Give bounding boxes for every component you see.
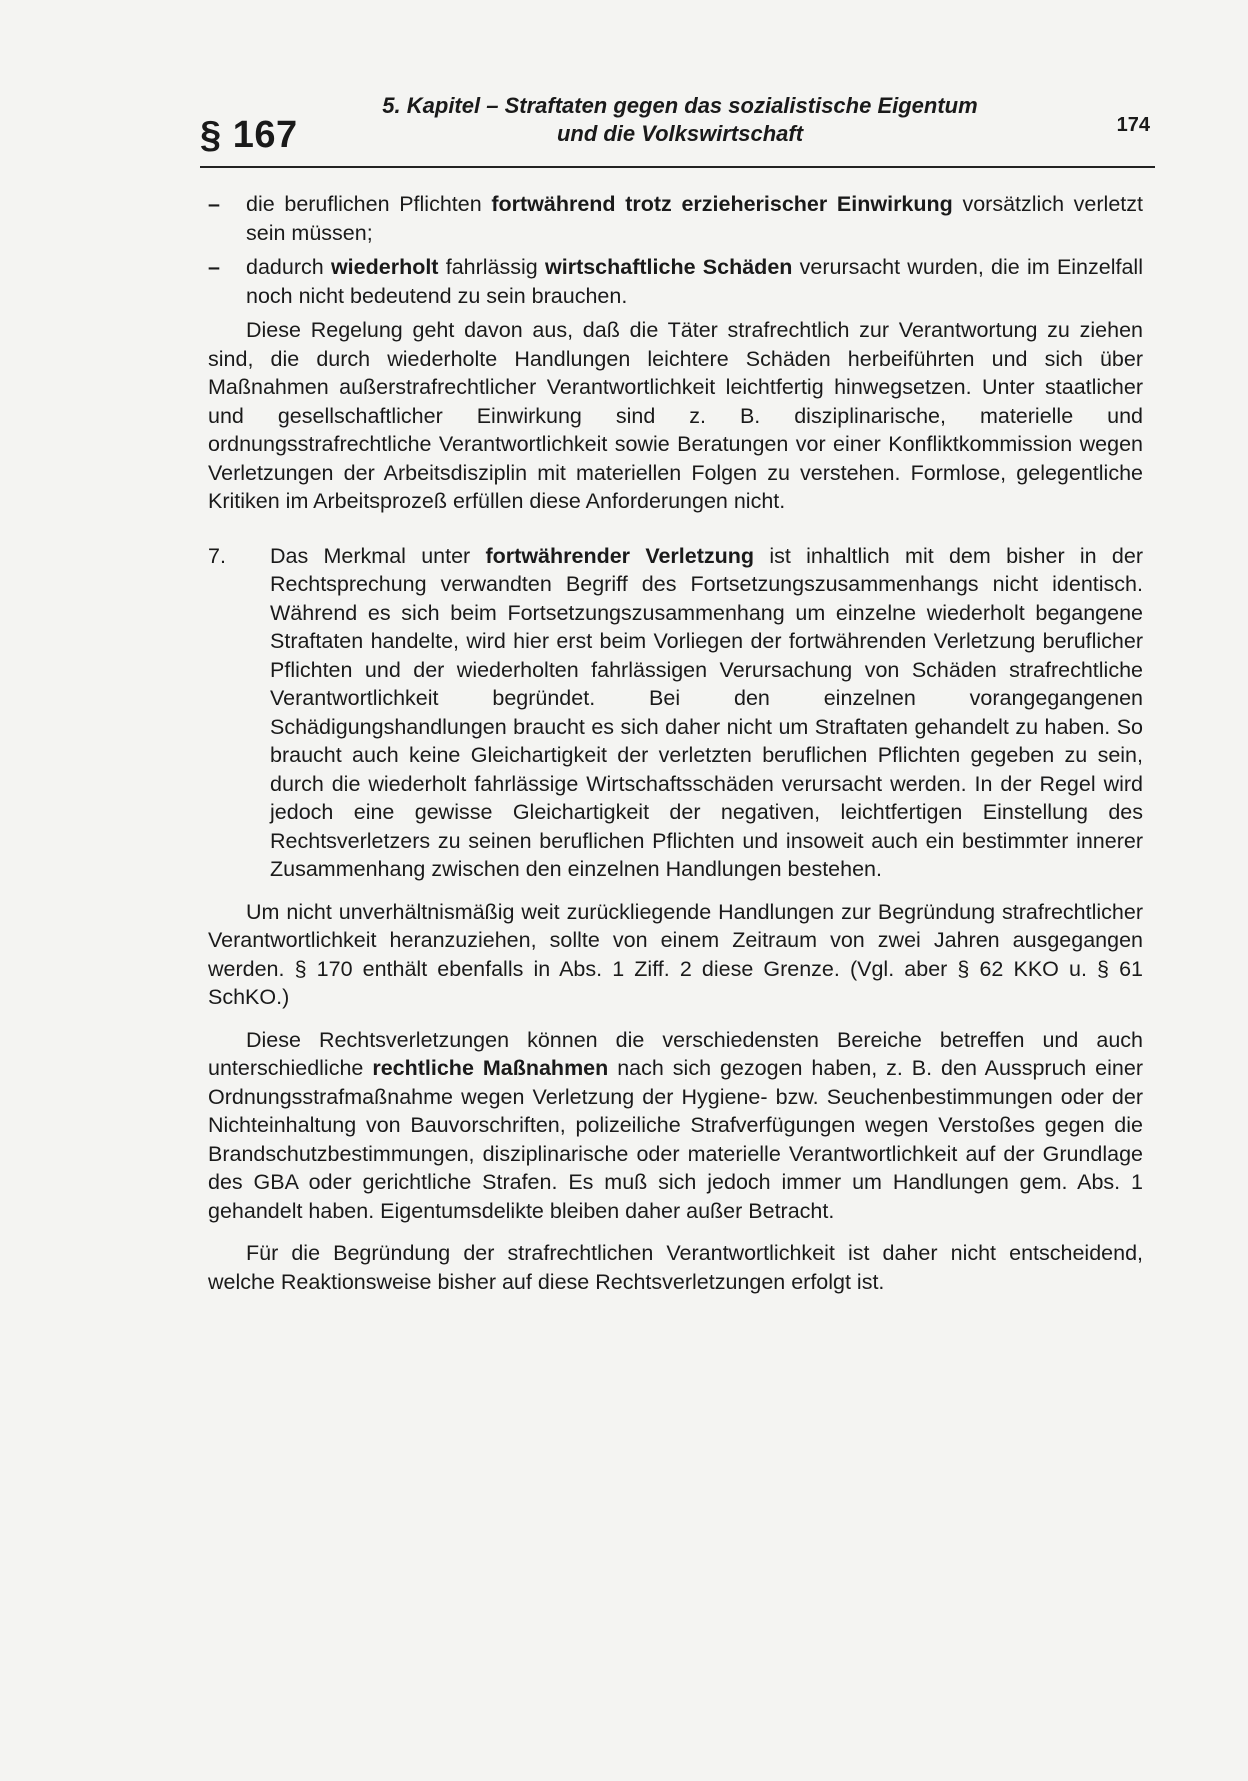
page-number: 174 <box>1116 114 1150 136</box>
bullet-text: vorsätzlich verletzt sein müssen; <box>246 192 1143 245</box>
section-number: § 167 <box>200 114 298 156</box>
section-7-text: Das Merkmal unter <box>270 543 486 568</box>
bullet-emphasis: wiederholt <box>330 255 439 279</box>
paragraph-text: Diese Rechtsverletzungen können die verschiedensten Bereiche betreffen und auch unterschiedliche <box>208 1027 1143 1080</box>
bullet-text: verursacht wurden, die im Einzelfall noch nicht bedeutend zu sein brauchen. <box>246 255 1143 308</box>
paragraph-zeitraum: Um nicht unverhältnismäßig weit zurückliegende Handlungen zur Begründung strafrechtlicher Verantwortlichkeit heranzuziehen, sollte von einem Zeitraum von zwei Jahren ausgegangen werden. § 170 enthält ebenfalls in Abs. 1 Ziff. 2 diese Grenze. (Vgl. aber § 62 KKO u. § 61 SchKO.) <box>208 899 1143 1009</box>
header-rule <box>200 166 1155 168</box>
section-7-text: ist inhaltlich mit dem bisher in der Rechtsprechung verwandten Begriff des Fortsetzungszusammenhangs nicht identisch. Während es sich beim Fortsetzungszusammenhang um einzelne wiederholt begangene Straftaten handelte, wird hier erst beim Vorliegen der fortwährenden Verletzung beruflicher Pflichten und der wiederholten fahrlässigen Verursachung von Schäden strafrechtliche Verantwortlichkeit begründet. Bei den einzelnen vorangegangenen Schädigungshandlungen braucht es sich daher nicht um Straftaten gehandelt zu haben. So braucht auch keine Gleichartigkeit der verletzten beruflichen Pflichten gegeben zu sein, durch die wiederholt fahrlässige Wirtschaftsschäden verursacht werden. In der Regel wird jedoch eine gewisse Gleichartigkeit der negativen, leichtfertigen Einstellung des Rechtsverletzers zu seinen beruflichen Pflichten und insoweit auch ein bestimmter innerer Zusammenhang zwischen den einzelnen Handlungen bestehen. <box>270 543 1143 881</box>
page-header <box>200 92 1160 172</box>
section-7-number: 7. <box>208 543 226 568</box>
section-7-emphasis: fortwährender Verletzung <box>485 543 755 568</box>
chapter-title-line-1: 5. Kapitel – Straftaten gegen das sozialistische Eigentum <box>382 93 978 118</box>
bullet-text: die beruflichen Pflichten <box>246 192 492 216</box>
paragraph-begruendung: Für die Begründung der strafrechtlichen Verantwortlichkeit ist daher nicht entscheidend, welche Reaktionsweise bisher auf diese Rechtsverletzungen erfolgt ist. <box>208 1241 1143 1294</box>
paragraph-text: nach sich gezogen haben, z. B. den Ausspruch einer Ordnungsstrafmaßnahme wegen Verletzung der Hygiene- bzw. Seuchenbestimmungen oder der Nichteinhaltung von Bauvorschriften, polizeiliche Strafverfügungen wegen Verstoßes gegen die Brandschutzbestimmungen, disziplinarische oder materielle Verantwortlichkeit auf der Grundlage des GBA oder gerichtliche Strafen. Es muß sich jedoch immer um Handlungen gem. Abs. 1 gehandelt haben. Eigentumsdelikte bleiben daher außer Betracht. <box>208 1056 1143 1223</box>
section-7 <box>208 542 1143 884</box>
bullet-item-2 <box>208 253 1143 310</box>
chapter-title <box>305 92 1055 148</box>
bullet-emphasis: wirtschaftliche Schäden <box>545 255 793 279</box>
bullet-text: fahrlässig <box>438 255 545 279</box>
bullet-item-1 <box>208 190 1143 247</box>
paragraph-rechtsverletzungen <box>208 1026 1143 1226</box>
paragraph-emphasis: rechtliche Maßnahmen <box>372 1056 609 1080</box>
bullet-dash: – <box>208 192 220 216</box>
page-body <box>208 190 1143 1310</box>
bullet-emphasis: fortwährend trotz erzieherischer Einwirkung <box>491 192 953 216</box>
bullet-text: dadurch <box>246 255 331 279</box>
chapter-title-line-2: und die Volkswirtschaft <box>556 121 804 146</box>
paragraph-regelung: Diese Regelung geht davon aus, daß die Täter strafrechtlich zur Verantwortung zu ziehen sind, die durch wiederholte Handlungen leichtere Schäden herbeiführten und sich über Maßnahmen außerstrafrechtlicher Verantwortlichkeit leichtfertig hinwegsetzen. Unter staatlicher und gesellschaftlicher Einwirkung sind z. B. disziplinarische, materielle und ordnungsstrafrechtliche Verantwortlichkeit sowie Beratungen vor einer Konfliktkommission wegen Verletzungen der Arbeitsdisziplin mit materiellen Folgen zu verstehen. Formlose, gelegentliche Kritiken im Arbeitsprozeß erfüllen diese Anforderungen nicht. <box>208 318 1143 513</box>
bullet-dash: – <box>208 255 220 279</box>
